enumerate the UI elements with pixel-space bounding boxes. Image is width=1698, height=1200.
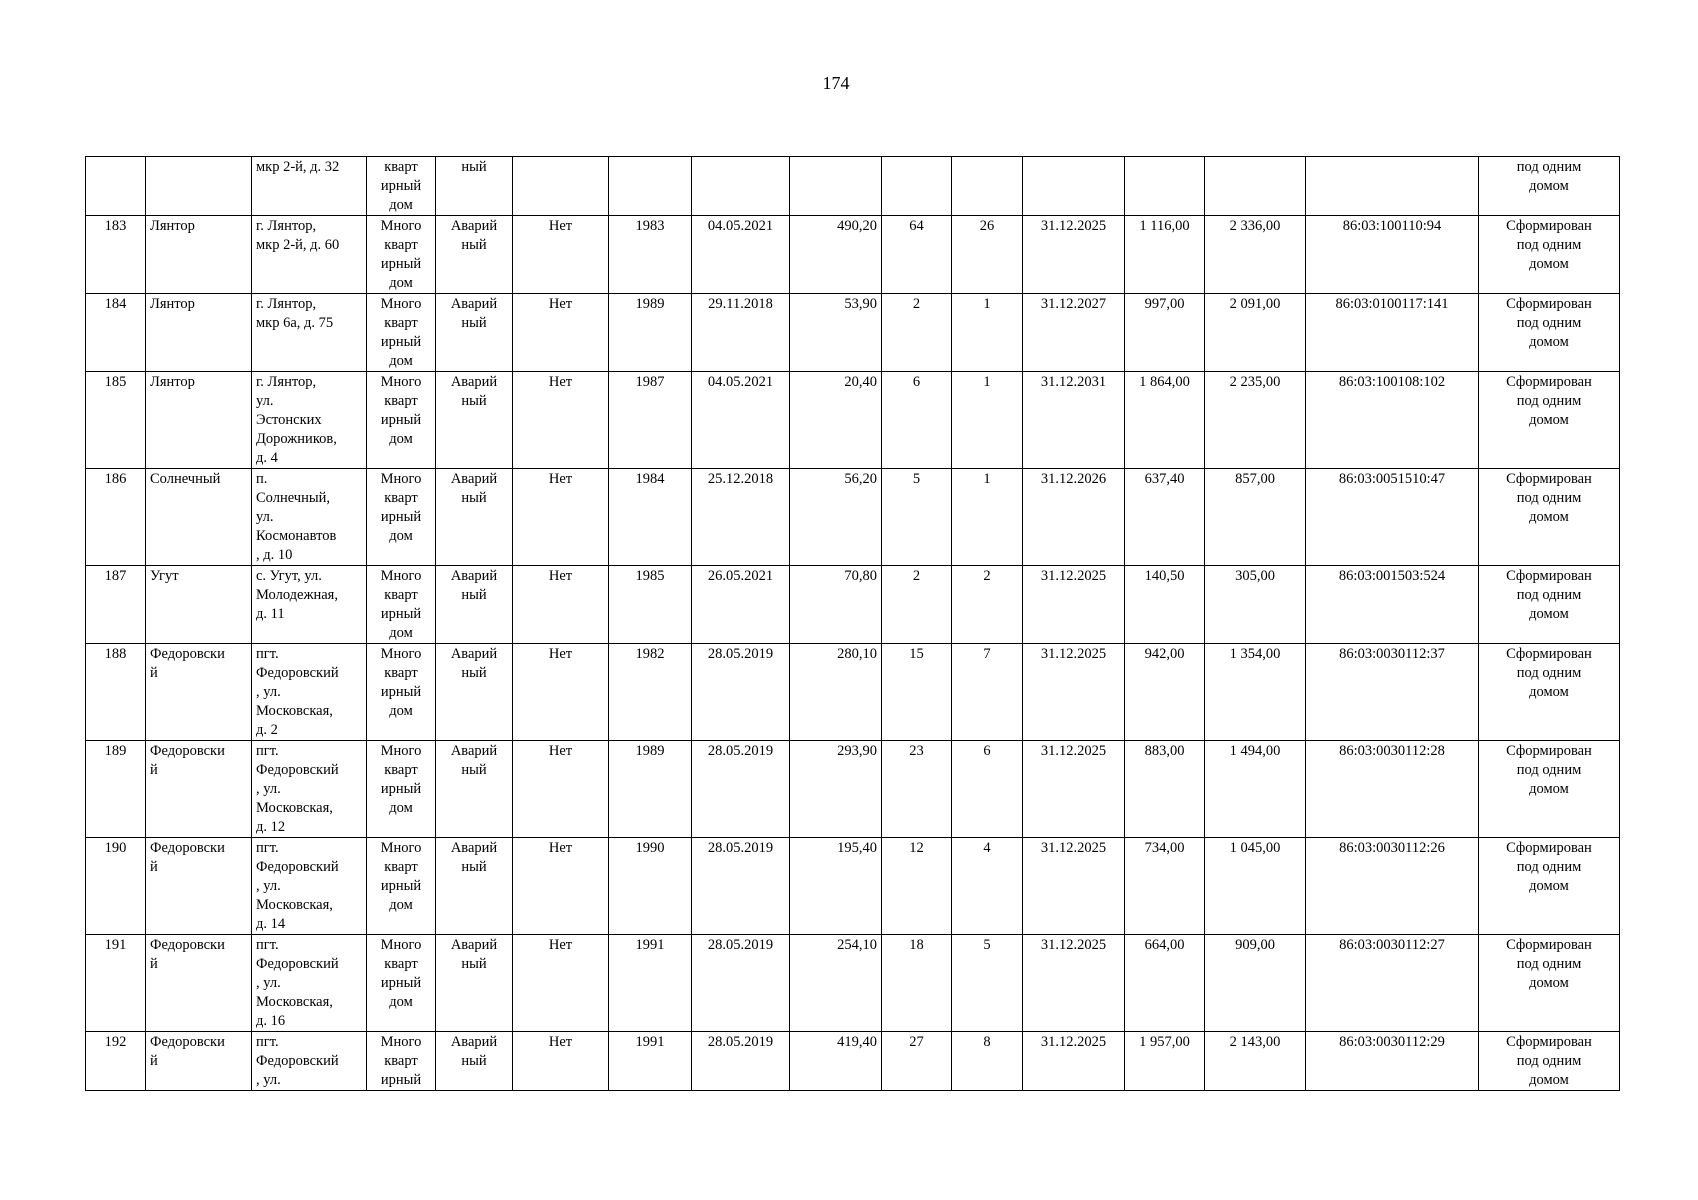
land-status-cell: Сформирован под одним домом <box>1479 566 1620 644</box>
rooms-cell: 2 <box>952 566 1023 644</box>
land-status-cell: Сформирован под одним домом <box>1479 294 1620 372</box>
building-type-cell: Много кварт ирный дом <box>367 469 436 566</box>
row-number-cell: 192 <box>86 1032 146 1091</box>
locality-cell: Лянтор <box>146 294 252 372</box>
row-number-cell <box>86 157 146 216</box>
row-number-cell: 190 <box>86 838 146 935</box>
table-row <box>86 469 1620 566</box>
area-cell: 20,40 <box>790 372 882 469</box>
total-area-cell: 2 091,00 <box>1205 294 1306 372</box>
year-cell: 1989 <box>609 294 692 372</box>
land-area-cell: 734,00 <box>1125 838 1205 935</box>
deadline-cell: 31.12.2025 <box>1023 1032 1125 1091</box>
total-area-cell: 1 494,00 <box>1205 741 1306 838</box>
area-cell: 419,40 <box>790 1032 882 1091</box>
cadastral-number-cell: 86:03:0030112:26 <box>1306 838 1479 935</box>
address-cell: пгт. Федоровский , ул. Московская, д. 2 <box>252 644 367 741</box>
table-row <box>86 1032 1620 1091</box>
condition-cell: Аварий ный <box>436 294 513 372</box>
year-cell: 1991 <box>609 1032 692 1091</box>
row-number-cell: 183 <box>86 216 146 294</box>
residents-cell: 2 <box>882 566 952 644</box>
condition-cell: Аварий ный <box>436 644 513 741</box>
date-cell: 04.05.2021 <box>692 216 790 294</box>
total-area-cell: 2 143,00 <box>1205 1032 1306 1091</box>
row-number-cell: 187 <box>86 566 146 644</box>
table-row <box>86 216 1620 294</box>
cadastral-number-cell: 86:03:0100117:141 <box>1306 294 1479 372</box>
land-status-cell: Сформирован под одним домом <box>1479 372 1620 469</box>
area-cell <box>790 157 882 216</box>
building-type-cell: Много кварт ирный дом <box>367 216 436 294</box>
flag-cell <box>513 157 609 216</box>
housing-registry-table <box>85 156 1620 1091</box>
deadline-cell: 31.12.2025 <box>1023 741 1125 838</box>
address-cell: г. Лянтор, ул. Эстонских Дорожников, д. 4 <box>252 372 367 469</box>
land-status-cell: Сформирован под одним домом <box>1479 216 1620 294</box>
land-status-cell: Сформирован под одним домом <box>1479 644 1620 741</box>
table-row <box>86 935 1620 1032</box>
land-area-cell: 664,00 <box>1125 935 1205 1032</box>
area-cell: 490,20 <box>790 216 882 294</box>
total-area-cell: 2 235,00 <box>1205 372 1306 469</box>
condition-cell: Аварий ный <box>436 566 513 644</box>
deadline-cell: 31.12.2031 <box>1023 372 1125 469</box>
date-cell: 25.12.2018 <box>692 469 790 566</box>
land-status-cell: Сформирован под одним домом <box>1479 1032 1620 1091</box>
year-cell: 1982 <box>609 644 692 741</box>
land-area-cell: 1 864,00 <box>1125 372 1205 469</box>
land-area-cell: 942,00 <box>1125 644 1205 741</box>
deadline-cell: 31.12.2025 <box>1023 838 1125 935</box>
rooms-cell: 1 <box>952 469 1023 566</box>
year-cell: 1989 <box>609 741 692 838</box>
condition-cell: Аварий ный <box>436 838 513 935</box>
locality-cell: Лянтор <box>146 372 252 469</box>
building-type-cell: кварт ирный дом <box>367 157 436 216</box>
residents-cell: 5 <box>882 469 952 566</box>
flag-cell: Нет <box>513 838 609 935</box>
residents-cell: 6 <box>882 372 952 469</box>
locality-cell: Лянтор <box>146 216 252 294</box>
year-cell: 1984 <box>609 469 692 566</box>
land-status-cell: под одним домом <box>1479 157 1620 216</box>
area-cell: 280,10 <box>790 644 882 741</box>
flag-cell: Нет <box>513 644 609 741</box>
table-row <box>86 372 1620 469</box>
cadastral-number-cell: 86:03:100110:94 <box>1306 216 1479 294</box>
date-cell <box>692 157 790 216</box>
row-number-cell: 189 <box>86 741 146 838</box>
locality-cell <box>146 157 252 216</box>
address-cell: пгт. Федоровский , ул. Московская, д. 14 <box>252 838 367 935</box>
date-cell: 28.05.2019 <box>692 838 790 935</box>
rooms-cell: 26 <box>952 216 1023 294</box>
flag-cell: Нет <box>513 1032 609 1091</box>
total-area-cell: 1 354,00 <box>1205 644 1306 741</box>
rooms-cell: 7 <box>952 644 1023 741</box>
address-cell: г. Лянтор, мкр 2-й, д. 60 <box>252 216 367 294</box>
table-row <box>86 644 1620 741</box>
cadastral-number-cell: 86:03:0030112:27 <box>1306 935 1479 1032</box>
locality-cell: Угут <box>146 566 252 644</box>
building-type-cell: Много кварт ирный дом <box>367 741 436 838</box>
area-cell: 53,90 <box>790 294 882 372</box>
flag-cell: Нет <box>513 935 609 1032</box>
deadline-cell: 31.12.2025 <box>1023 644 1125 741</box>
residents-cell: 23 <box>882 741 952 838</box>
residents-cell: 2 <box>882 294 952 372</box>
land-area-cell: 997,00 <box>1125 294 1205 372</box>
table-row <box>86 741 1620 838</box>
total-area-cell <box>1205 157 1306 216</box>
date-cell: 28.05.2019 <box>692 741 790 838</box>
flag-cell: Нет <box>513 469 609 566</box>
rooms-cell: 1 <box>952 294 1023 372</box>
total-area-cell: 305,00 <box>1205 566 1306 644</box>
date-cell: 28.05.2019 <box>692 1032 790 1091</box>
land-status-cell: Сформирован под одним домом <box>1479 935 1620 1032</box>
land-area-cell: 1 116,00 <box>1125 216 1205 294</box>
table-row <box>86 566 1620 644</box>
cadastral-number-cell: 86:03:0030112:28 <box>1306 741 1479 838</box>
building-type-cell: Много кварт ирный дом <box>367 644 436 741</box>
flag-cell: Нет <box>513 741 609 838</box>
deadline-cell <box>1023 157 1125 216</box>
table-row <box>86 294 1620 372</box>
total-area-cell: 2 336,00 <box>1205 216 1306 294</box>
condition-cell: Аварий ный <box>436 1032 513 1091</box>
date-cell: 26.05.2021 <box>692 566 790 644</box>
locality-cell: Федоровски й <box>146 935 252 1032</box>
rooms-cell: 5 <box>952 935 1023 1032</box>
residents-cell: 27 <box>882 1032 952 1091</box>
condition-cell: Аварий ный <box>436 935 513 1032</box>
rooms-cell: 4 <box>952 838 1023 935</box>
rooms-cell: 6 <box>952 741 1023 838</box>
rooms-cell <box>952 157 1023 216</box>
residents-cell: 18 <box>882 935 952 1032</box>
area-cell: 254,10 <box>790 935 882 1032</box>
rooms-cell: 8 <box>952 1032 1023 1091</box>
total-area-cell: 1 045,00 <box>1205 838 1306 935</box>
row-number-cell: 191 <box>86 935 146 1032</box>
address-cell: пгт. Федоровский , ул. Московская, д. 16 <box>252 935 367 1032</box>
total-area-cell: 909,00 <box>1205 935 1306 1032</box>
land-status-cell: Сформирован под одним домом <box>1479 741 1620 838</box>
address-cell: пгт. Федоровский , ул. <box>252 1032 367 1091</box>
year-cell: 1985 <box>609 566 692 644</box>
deadline-cell: 31.12.2027 <box>1023 294 1125 372</box>
area-cell: 56,20 <box>790 469 882 566</box>
table-body <box>86 157 1620 1091</box>
cadastral-number-cell: 86:03:0051510:47 <box>1306 469 1479 566</box>
address-cell: с. Угут, ул. Молодежная, д. 11 <box>252 566 367 644</box>
building-type-cell: Много кварт ирный дом <box>367 294 436 372</box>
date-cell: 04.05.2021 <box>692 372 790 469</box>
table-row <box>86 838 1620 935</box>
date-cell: 28.05.2019 <box>692 935 790 1032</box>
deadline-cell: 31.12.2025 <box>1023 935 1125 1032</box>
total-area-cell: 857,00 <box>1205 469 1306 566</box>
residents-cell <box>882 157 952 216</box>
cadastral-number-cell <box>1306 157 1479 216</box>
row-number-cell: 186 <box>86 469 146 566</box>
cadastral-number-cell: 86:03:0030112:37 <box>1306 644 1479 741</box>
land-area-cell: 883,00 <box>1125 741 1205 838</box>
locality-cell: Федоровски й <box>146 838 252 935</box>
condition-cell: ный <box>436 157 513 216</box>
residents-cell: 64 <box>882 216 952 294</box>
address-cell: мкр 2-й, д. 32 <box>252 157 367 216</box>
address-cell: г. Лянтор, мкр 6а, д. 75 <box>252 294 367 372</box>
locality-cell: Солнечный <box>146 469 252 566</box>
flag-cell: Нет <box>513 372 609 469</box>
locality-cell: Федоровски й <box>146 741 252 838</box>
cadastral-number-cell: 86:03:001503:524 <box>1306 566 1479 644</box>
area-cell: 195,40 <box>790 838 882 935</box>
land-area-cell: 1 957,00 <box>1125 1032 1205 1091</box>
cadastral-number-cell: 86:03:100108:102 <box>1306 372 1479 469</box>
year-cell: 1990 <box>609 838 692 935</box>
building-type-cell: Много кварт ирный дом <box>367 372 436 469</box>
address-cell: п. Солнечный, ул. Космонавтов , д. 10 <box>252 469 367 566</box>
cadastral-number-cell: 86:03:0030112:29 <box>1306 1032 1479 1091</box>
condition-cell: Аварий ный <box>436 372 513 469</box>
land-area-cell <box>1125 157 1205 216</box>
building-type-cell: Много кварт ирный дом <box>367 838 436 935</box>
land-area-cell: 637,40 <box>1125 469 1205 566</box>
row-number-cell: 184 <box>86 294 146 372</box>
condition-cell: Аварий ный <box>436 741 513 838</box>
flag-cell: Нет <box>513 216 609 294</box>
condition-cell: Аварий ный <box>436 469 513 566</box>
year-cell: 1983 <box>609 216 692 294</box>
deadline-cell: 31.12.2026 <box>1023 469 1125 566</box>
flag-cell: Нет <box>513 566 609 644</box>
year-cell: 1987 <box>609 372 692 469</box>
date-cell: 28.05.2019 <box>692 644 790 741</box>
table-row-continuation <box>86 157 1620 216</box>
row-number-cell: 188 <box>86 644 146 741</box>
year-cell <box>609 157 692 216</box>
flag-cell: Нет <box>513 294 609 372</box>
land-status-cell: Сформирован под одним домом <box>1479 469 1620 566</box>
deadline-cell: 31.12.2025 <box>1023 566 1125 644</box>
address-cell: пгт. Федоровский , ул. Московская, д. 12 <box>252 741 367 838</box>
land-area-cell: 140,50 <box>1125 566 1205 644</box>
year-cell: 1991 <box>609 935 692 1032</box>
date-cell: 29.11.2018 <box>692 294 790 372</box>
residents-cell: 15 <box>882 644 952 741</box>
building-type-cell: Много кварт ирный <box>367 1032 436 1091</box>
locality-cell: Федоровски й <box>146 644 252 741</box>
locality-cell: Федоровски й <box>146 1032 252 1091</box>
condition-cell: Аварий ный <box>436 216 513 294</box>
area-cell: 70,80 <box>790 566 882 644</box>
row-number-cell: 185 <box>86 372 146 469</box>
rooms-cell: 1 <box>952 372 1023 469</box>
page-number: 174 <box>822 73 850 93</box>
residents-cell: 12 <box>882 838 952 935</box>
area-cell: 293,90 <box>790 741 882 838</box>
land-status-cell: Сформирован под одним домом <box>1479 838 1620 935</box>
building-type-cell: Много кварт ирный дом <box>367 935 436 1032</box>
building-type-cell: Много кварт ирный дом <box>367 566 436 644</box>
deadline-cell: 31.12.2025 <box>1023 216 1125 294</box>
